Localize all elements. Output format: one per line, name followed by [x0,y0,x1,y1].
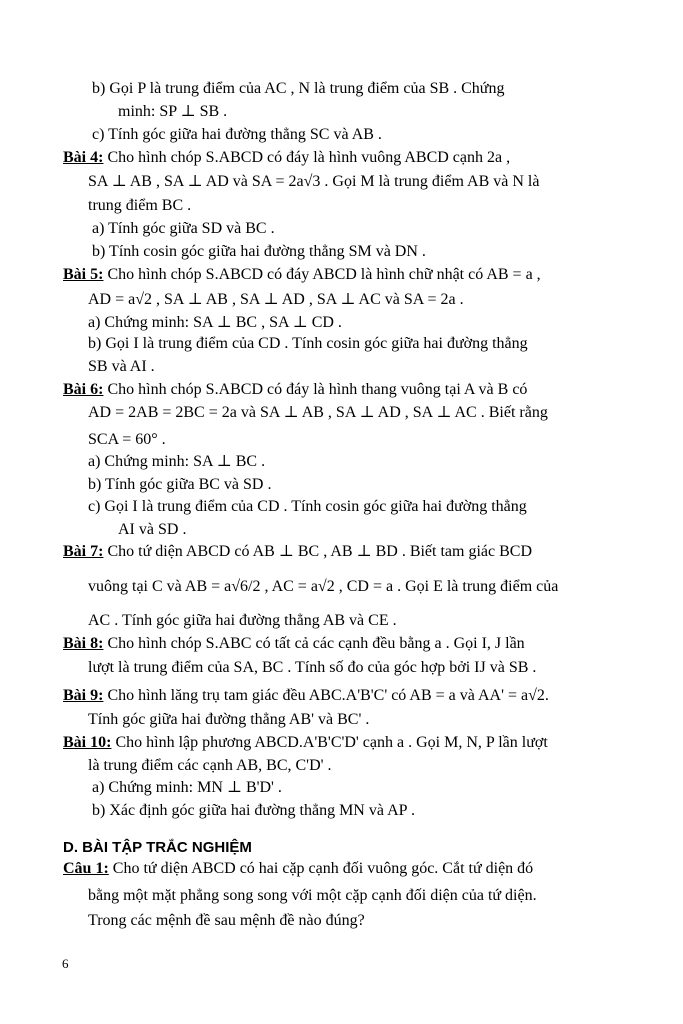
text-line [88,611,397,631]
line-text: c) Tính góc giữa hai đường thẳng SC và AB . [92,126,382,143]
line-text: AD = 2AB = 2BC = 2a và SA ⊥ AB , SA ⊥ AD , SA ⊥ AC . Biết rằng [88,404,548,421]
line-text: b) Tính cosin góc giữa hai đường thẳng SM và DN . [92,243,426,260]
text-line [92,219,275,239]
text-line [92,79,504,99]
text-line [63,634,525,654]
text-line [88,172,539,192]
text-line [88,756,332,776]
line-text: trung điểm BC . [88,197,192,214]
page-number: 6 [62,956,69,971]
text-line [92,778,282,798]
text-line [92,801,415,821]
exercise-label: Bài 8: [63,635,104,652]
text-line [63,380,527,400]
line-text: AI và SD . [118,521,187,538]
line-text: vuông tại C và AB = a√6/2 , AC = a√2 , CD = a . Gọi E là trung điểm của [88,578,559,595]
text-line [88,290,464,310]
exercise-label: Bài 5: [63,266,104,283]
line-text: b) Xác định góc giữa hai đường thẳng MN và AP . [92,802,415,819]
line-text: Cho hình chóp S.ABCD có đáy là hình thang vuông tại A và B có [103,381,528,398]
text-line [88,196,191,216]
question-line-3: Trong các mệnh đề sau mệnh đề nào đúng? [88,912,365,929]
line-text: Cho hình lăng trụ tam giác đều ABC.A'B'C' có AB = a và AA' = a√2. [103,687,549,704]
question-line-2: bằng một mặt phẳng song song với một cặp cạnh đối diện của tứ diện. [88,887,537,904]
question-text: Cho tứ diện ABCD có hai cặp cạnh đối vuông góc. Cắt tứ diện đó [108,860,534,877]
text-line [92,242,426,262]
line-text: Cho hình lập phương ABCD.A'B'C'D' cạnh a . Gọi M, N, P lần lượt [111,734,548,751]
exercise-label: Bài 4: [63,149,104,166]
text-line [88,497,527,517]
line-text: b) Gọi I là trung điểm của CD . Tính cosin góc giữa hai đường thẳng [88,335,528,352]
text-line [88,710,369,730]
text-line [118,102,227,122]
exercise-label: Bài 9: [63,687,104,704]
line-text: b) Tính góc giữa BC và SD . [88,476,272,493]
line-text: a) Chứng minh: MN ⊥ B'D' . [92,779,282,796]
line-text: b) Gọi P là trung điểm của AC , N là trung điểm của SB . Chứng [92,80,505,97]
line-text: minh: SP ⊥ SB . [118,103,228,120]
exercise-label: Bài 6: [63,381,104,398]
text-line [88,577,558,597]
text-line [88,403,548,423]
text-line [88,475,271,495]
section-title: D. BÀI TẬP TRẮC NGHIỆM [63,839,252,856]
text-line [88,313,342,333]
line-text: SCA = 60° . [88,431,166,448]
text-line [88,357,155,377]
text-line [63,265,541,285]
exercise-label: Bài 10: [63,734,112,751]
text-line [88,658,536,678]
line-text: AC . Tính góc giữa hai đường thẳng AB và CE . [88,612,397,629]
text-line [92,125,382,145]
text-line [88,334,528,354]
line-text: SA ⊥ AB , SA ⊥ AD và SA = 2a√3 . Gọi M là trung điểm AB và N là [88,173,540,190]
line-text: Cho hình chóp S.ABC có tất cả các cạnh đều bằng a . Gọi I, J lần [103,635,525,652]
line-text: Tính góc giữa hai đường thẳng AB' và BC' . [88,711,370,728]
line-text: Cho hình chóp S.ABCD có đáy ABCD là hình chữ nhật có AB = a , [103,266,541,283]
line-text: Cho hình chóp S.ABCD có đáy là hình vuông ABCD cạnh 2a , [103,149,511,166]
exercise-label: Bài 7: [63,543,104,560]
line-text: Cho tứ diện ABCD có AB ⊥ BC , AB ⊥ BD . Biết tam giác BCD [103,543,533,560]
text-line [118,520,186,540]
line-text: a) Tính góc giữa SD và BC . [92,220,275,237]
text-line [63,542,532,562]
text-line [63,733,548,753]
text-line [88,452,265,472]
text-line [88,430,166,450]
text-line [63,148,510,168]
line-text: a) Chứng minh: SA ⊥ BC . [88,453,266,470]
line-text: AD = a√2 , SA ⊥ AB , SA ⊥ AD , SA ⊥ AC và SA = 2a . [88,291,464,308]
question-1 [63,859,533,879]
line-text: a) Chứng minh: SA ⊥ BC , SA ⊥ CD . [88,314,342,331]
line-text: là trung điểm các cạnh AB, BC, C'D' . [88,757,332,774]
line-text: lượt là trung điểm của SA, BC . Tính số đo của góc hợp bởi IJ và SB . [88,659,537,676]
text-line [63,686,549,706]
line-text: SB và AI . [88,358,155,375]
line-text: c) Gọi I là trung điểm của CD . Tính cosin góc giữa hai đường thẳng [88,498,527,515]
question-label: Câu 1: [63,860,109,877]
